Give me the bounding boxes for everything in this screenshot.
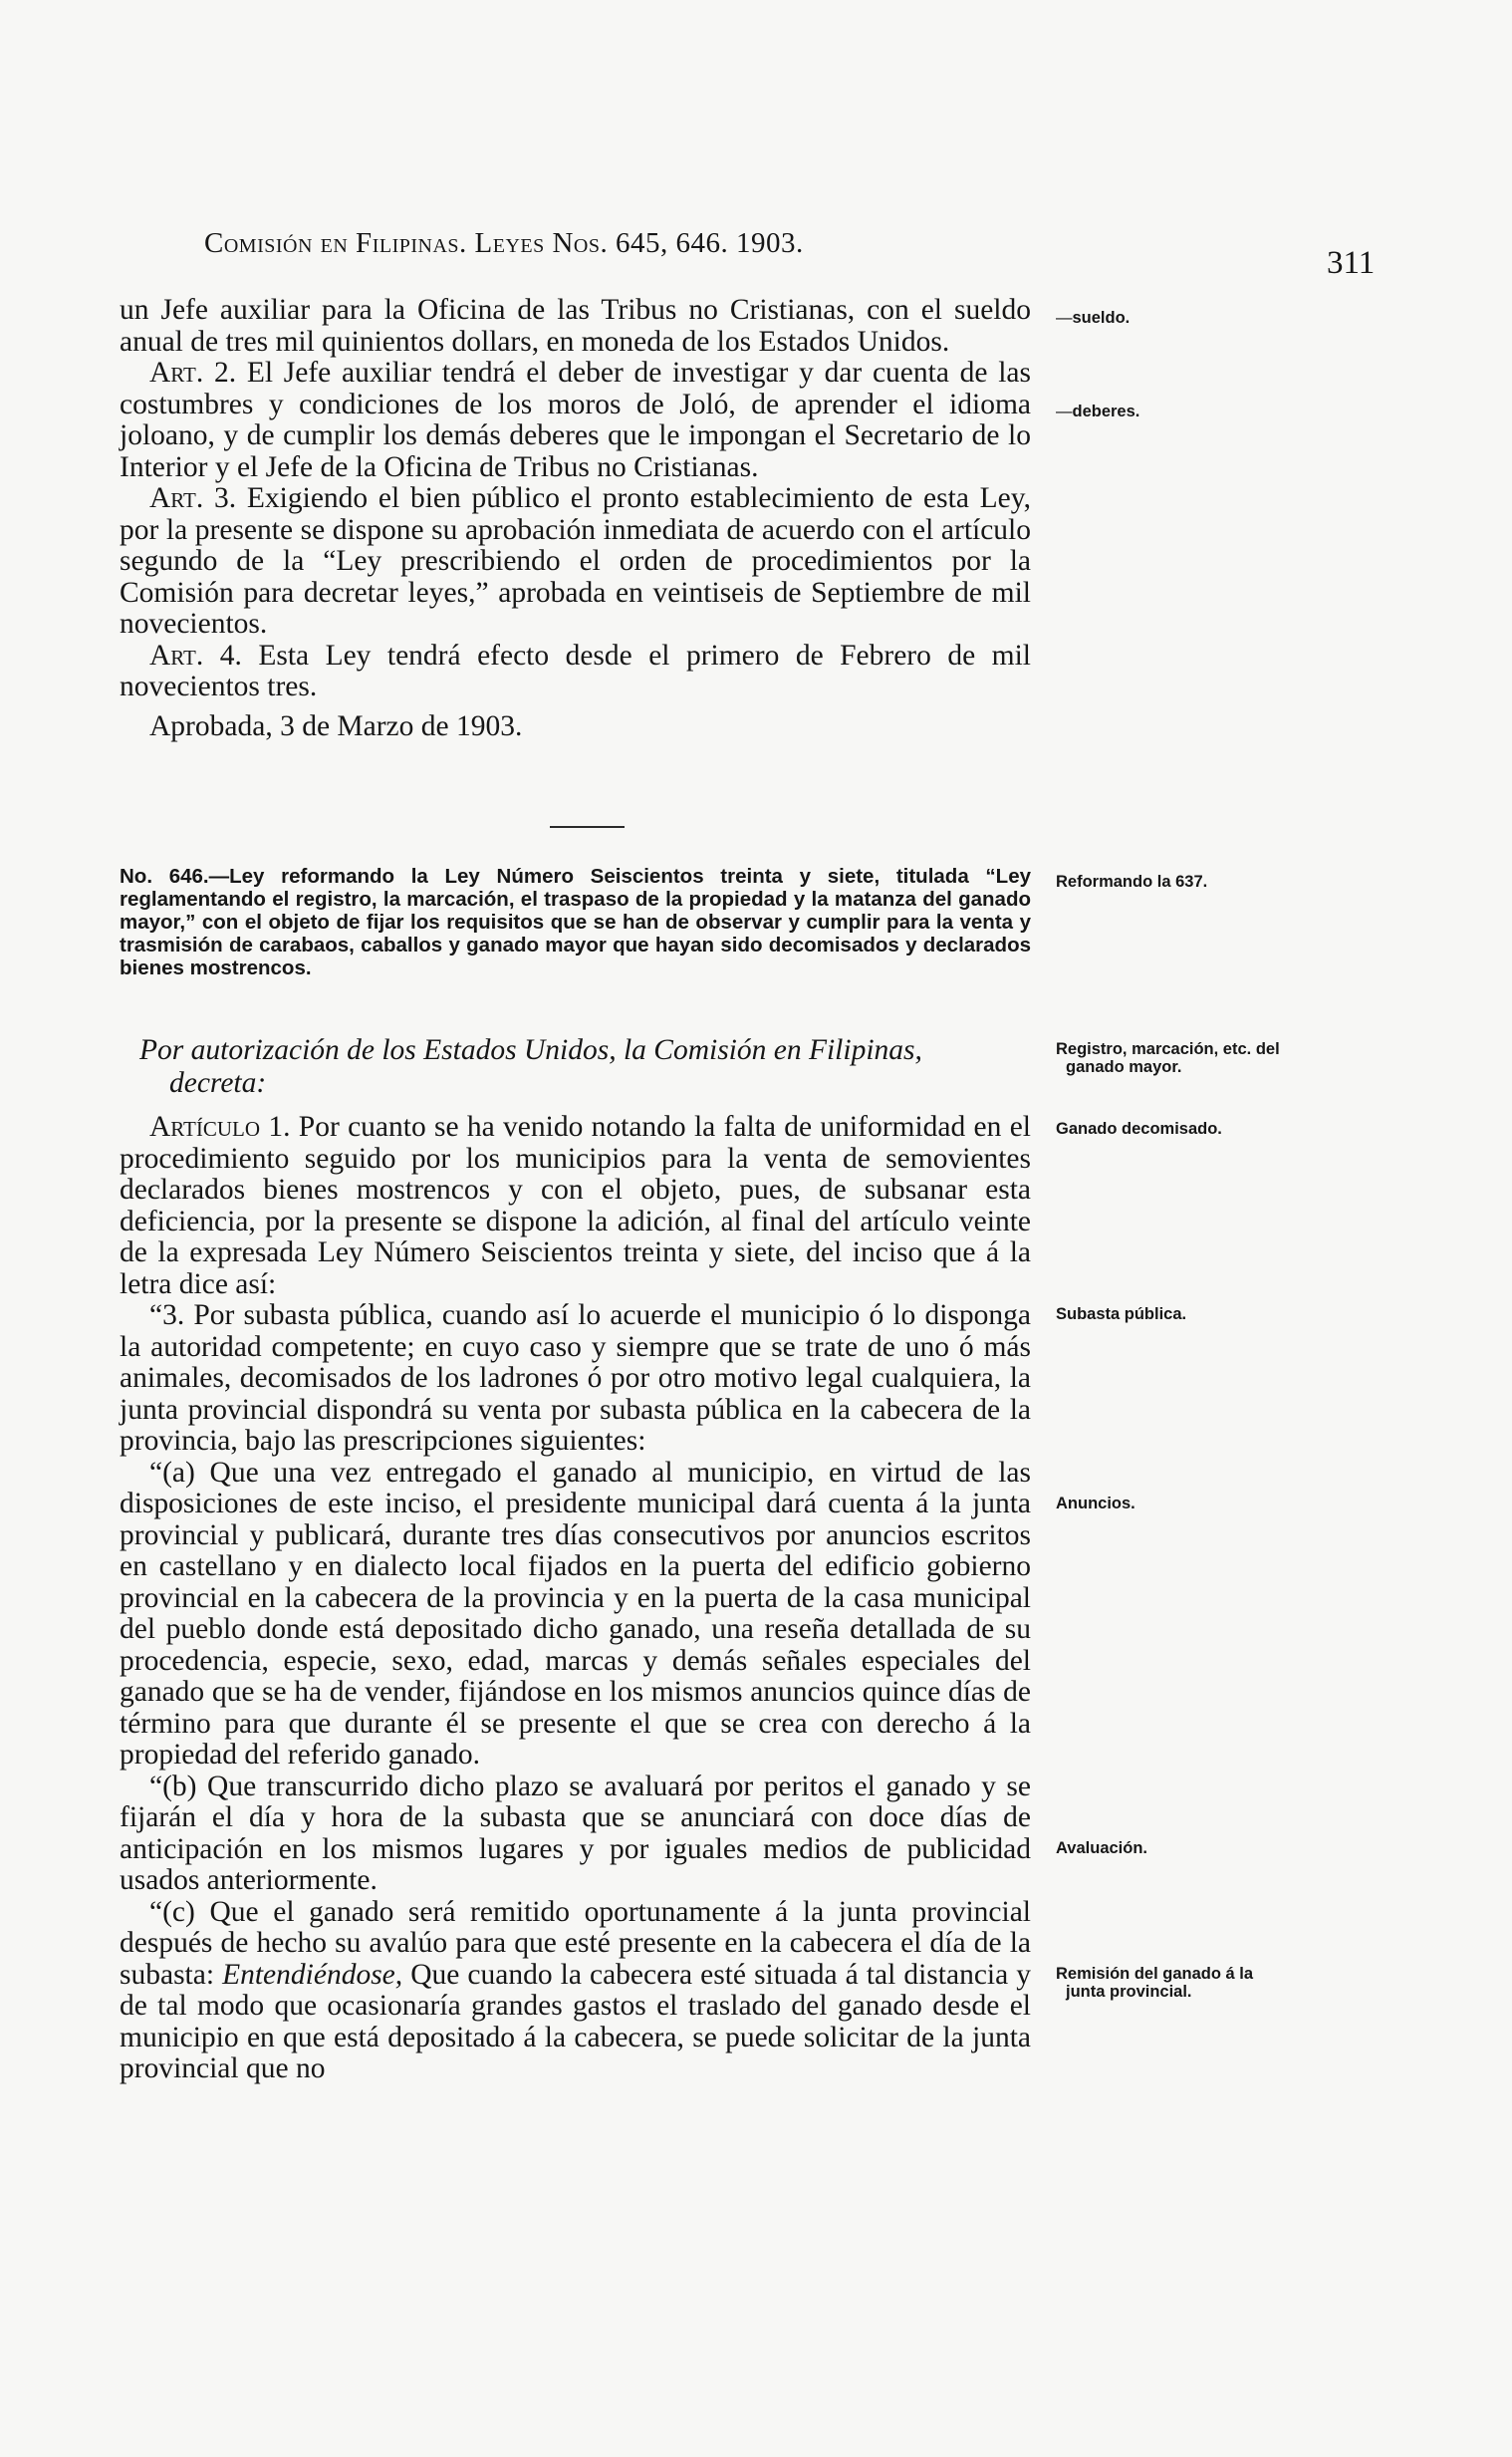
item-a: “(a) Que una vez entregado el ganado al municipio, en virtud de las disposiciones de este inciso, el presidente municipal dará cuenta á la junta provincial y publicará, durante tres días consecutivos por anuncios escritos en castellano y en dialecto local fijados en la puerta del edificio gobierno provincial en la cabecera de la provincia y en la puerta de la casa municipal del pueblo donde está depositado dicho ganado, una reseña detallada de su procedencia, especie, sexo, edad, marcas y demás señales especiales del ganado que se ha de vender, fijándose en los mismos anuncios quince días de término para que durante él se presente el que se crea con derecho á la propiedad del referido ganado. xyxy=(120,1456,1031,1771)
subsection-3: “3. Por subasta pública, cuando así lo acuerde el municipio ó lo disponga la autoridad competente; en cuyo caso y siempre que se trate de uno ó más animales, decomisados de los ladrones ó por otro motivo legal cualquiera, la junta provincial dispondrá su venta por subasta pública en la cabecera de la provincia, bajo las prescripciones siguientes: xyxy=(120,1299,1031,1457)
approval-date: Aprobada, 3 de Marzo de 1903. xyxy=(149,709,523,742)
section-divider xyxy=(550,826,625,828)
margin-note-subasta: Subasta pública. xyxy=(1056,1305,1187,1323)
article-4-text: Esta Ley tendrá efecto desde el primero de Febrero de mil novecientos tres. xyxy=(120,639,1031,702)
article-3-label: Art. 3. xyxy=(149,482,237,514)
margin-note-deberes-text: deberes. xyxy=(1072,403,1140,420)
item-c-end: Que cuando la cabecera esté situada á tal distancia y de tal modo que ocasionaría grandes gastos el traslado del ganado desde el municipio en que está depositado á la cabecera, se puede solicitar de la junta provincial que no xyxy=(120,1958,1031,2084)
article-4 xyxy=(120,641,1031,703)
article-3 xyxy=(120,483,1031,641)
margin-note-anuncios: Anuncios. xyxy=(1056,1495,1135,1512)
article-1-text: Por cuanto se ha venido notando la falta de uniformidad en el procedimiento seguido por los municipios para la venta de semovientes declarados bienes mostrencos y con el objeto, pues, de subsanar esta deficiencia, por la presente se dispone la adición, al final del artículo veinte de la expresada Ley Número Seiscientos treinta y siete, del inciso que á la letra dice así: xyxy=(120,1111,1031,1300)
margin-note-registro: Registro, marcación, etc. del ganado mayor. xyxy=(1056,1040,1280,1076)
article-1-label: Artículo 1. xyxy=(149,1111,291,1143)
article-1 xyxy=(120,1112,1031,1300)
margin-note-sueldo-text: sueldo. xyxy=(1072,309,1131,327)
enacting-clause-line2: decreta: xyxy=(169,1067,267,1099)
law-number: No. 646. xyxy=(120,865,209,888)
margin-note-decomisado: Ganado decomisado. xyxy=(1056,1120,1222,1138)
article-3-text: Exigiendo el bien público el pronto establecimiento de esta Ley, por la presente se dispone su aprobación inmediata de acuerdo con el artículo segundo de la “Ley prescribiendo el orden de procedimientos por la Comisión para decretar leyes,” aprobada en veintiseis de Septiembre de mil novecientos. xyxy=(120,482,1031,640)
margin-note-reformando: Reformando la 637. xyxy=(1056,873,1208,891)
item-b: “(b) Que transcurrido dicho plazo se avaluará por peritos el ganado y se fijarán el día y hora de la subasta que se anunciará con doce días de anticipación en los mismos lugares y por iguales medios de publicidad usados anteriormente. xyxy=(120,1770,1031,1896)
running-header xyxy=(204,227,1081,260)
article-2-label: Art. 2. xyxy=(149,357,237,389)
page-number: 311 xyxy=(1327,245,1376,281)
enacting-clause xyxy=(139,1034,1016,1100)
item-c-start: “(c) Que el ganado será remitido oportunamente á la junta provincial después de hecho su avalúo para que esté presente en la cabecera el día de la subasta: xyxy=(120,1895,1031,1991)
item-c-italic: Entendiéndose, xyxy=(222,1958,403,1991)
law-646-body xyxy=(120,1112,1031,2085)
paragraph-salary: un Jefe auxiliar para la Oficina de las Tribus no Cristianas, con el sueldo anual de tres mil quinientos dollars, en moneda de los Estados Unidos. xyxy=(120,294,1031,358)
law-646-title xyxy=(120,865,1031,979)
margin-note-deberes xyxy=(1056,403,1280,420)
margin-dash: — xyxy=(1056,309,1073,327)
law-title-text: —Ley reformando la Ley Número Seiscientos treinta y siete, titulada “Ley reglamentando el registro, la marcación, el traspaso de la propiedad y la matanza del ganado mayor,” con el objeto de fijar los requisitos que se han de observar y cumplir para la venta y trasmisión de carabaos, caballos y ganado mayor que hayan sido decomisados y declarados bienes mostrencos. xyxy=(120,865,1031,979)
margin-note-remision: Remisión del ganado á la junta provincial. xyxy=(1056,1965,1254,2001)
article-4-label: Art. 4. xyxy=(149,639,242,672)
margin-note-sueldo xyxy=(1056,309,1280,327)
article-2-text: El Jefe auxiliar tendrá el deber de investigar y dar cuenta de las costumbres y condiciones de los moros de Joló, de aprender el idioma joloano, y de cumplir los demás deberes que le impongan el Secretario de lo Interior y el Jefe de la Oficina de Tribus no Cristianas. xyxy=(120,357,1032,483)
item-c xyxy=(120,1897,1031,2085)
margin-note-avaluacion: Avaluación. xyxy=(1056,1839,1147,1857)
law-645-continuation xyxy=(120,295,1031,742)
article-2 xyxy=(120,358,1031,483)
running-title: Comisión en Filipinas. Leyes Nos. 645, 646. 1903. xyxy=(204,227,804,259)
margin-dash: — xyxy=(1056,403,1073,420)
enacting-clause-line1: Por autorización de los Estados Unidos, la Comisión en Filipinas, xyxy=(139,1034,922,1066)
